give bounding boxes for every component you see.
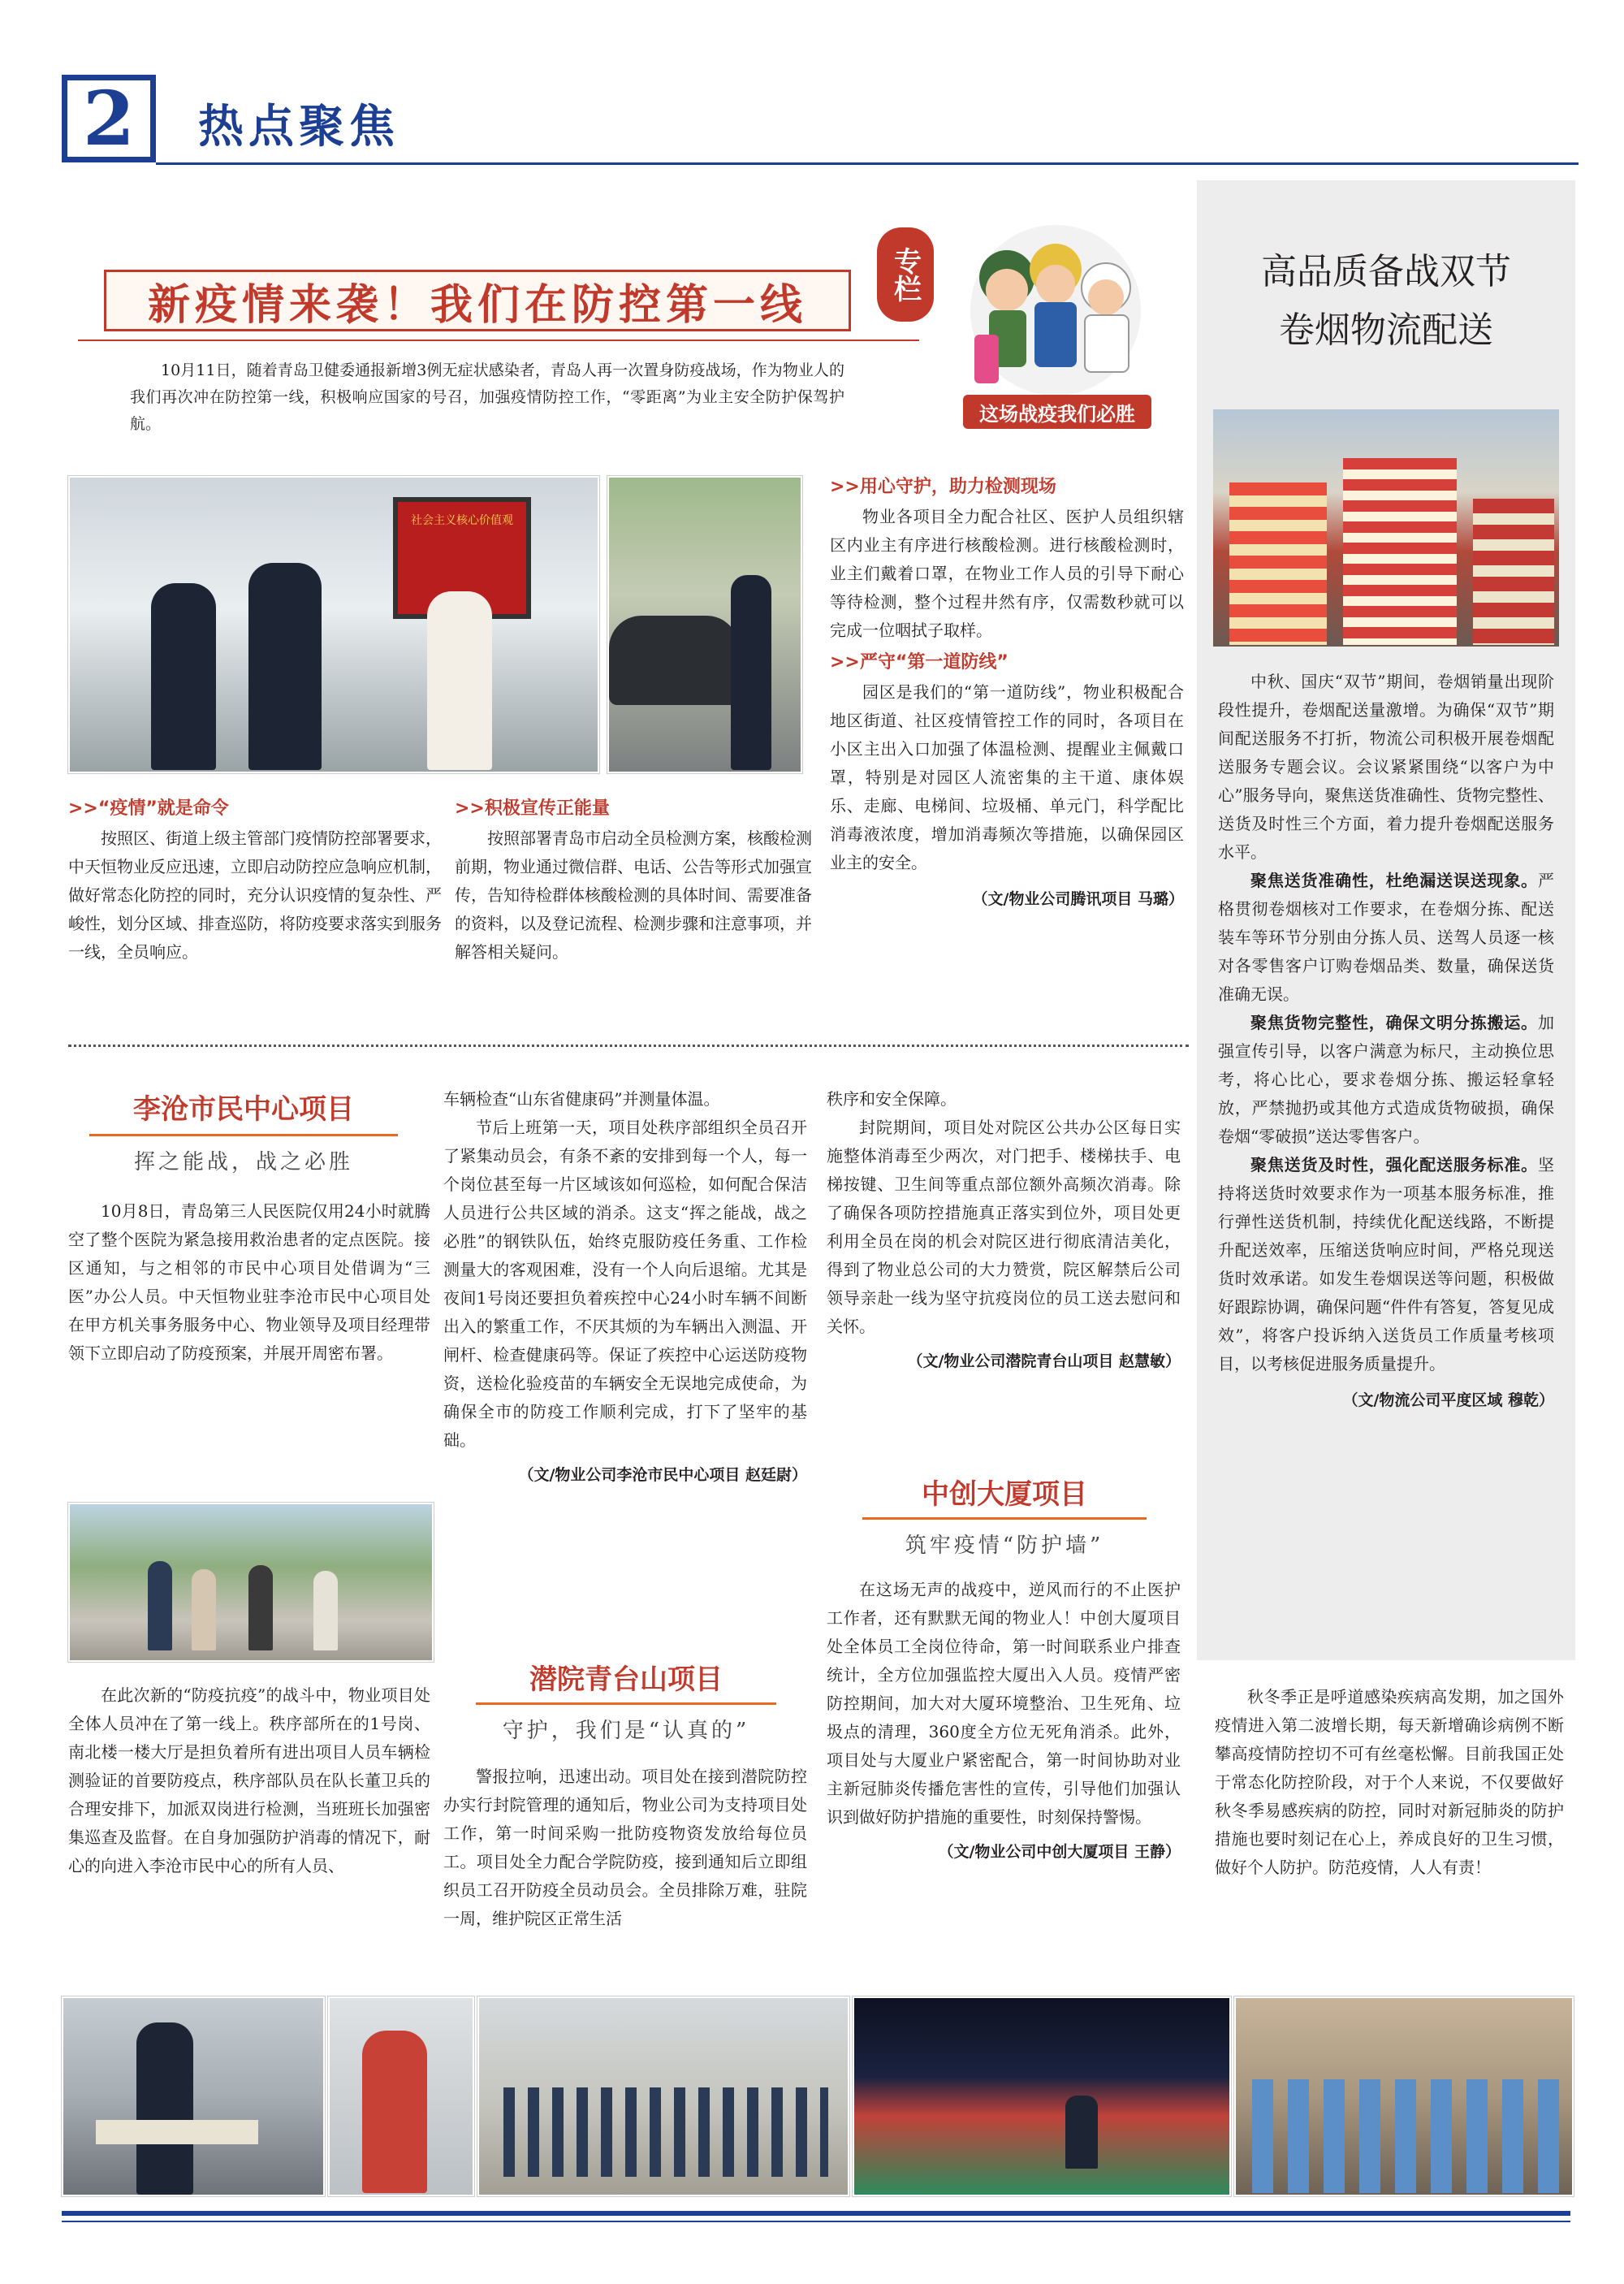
section-paragraph: 园区是我们的“第一道防线”，物业积极配合地区街道、社区疫情管控工作的同时，各项目在小区主出入口加强了体温检测、提醒业主佩戴口罩，特别是对园区人流密集的主干道、康体娱乐、走廊、电梯间、垃圾桶、单元门，科学配比消毒液浓度，增加消毒频次等措施，以确保园区业主的安全。 [830, 682, 1184, 872]
visitor-figure [427, 591, 492, 770]
cartoon-banner-text: 这场战疫我们必胜 [979, 402, 1135, 426]
section-heading: >>“疫情”就是命令 [68, 798, 229, 819]
zhongchuang-title: 中创大厦项目 [922, 1478, 1087, 1511]
zhongchuang-body [827, 1576, 1181, 1867]
strip-staff [1252, 2079, 1561, 2193]
licang-body-3 [443, 1085, 807, 1490]
main-headline: 新疫情来袭！我们在防控第一线 [147, 279, 807, 330]
main-headline-box [104, 270, 851, 331]
team-figure-2 [192, 1569, 216, 1650]
qingtai-title: 潜院青台山项目 [529, 1663, 723, 1696]
sidebar-byline: （文/物流公司平度区域 穆乾） [1342, 1391, 1554, 1409]
licang-p3: 车辆检查“山东省健康码”并测量体温。 [443, 1089, 720, 1109]
page-number-box [62, 75, 156, 162]
section-paragraph: 按照部署青岛市启动全员检测方案，核酸检测前期，物业通过微信群、电话、公告等形式加强宣传，告知待检群体核酸检测的具体时间、需要准备的资料，以及登记流程、检测步骤和注意事项，并解答相关疑问。 [455, 828, 812, 962]
qingtai-byline: （文/物业公司潜院青台山项目 赵慧敏） [907, 1352, 1181, 1370]
zhongchuang-subtitle: 筑牢疫情“防护墙” [905, 1533, 1104, 1558]
sidebar-point2-lead: 聚焦货物完整性，确保文明分拣搬运。 [1250, 1013, 1538, 1032]
licang-title: 李沧市民中心项目 [133, 1093, 354, 1126]
strip-line [503, 2087, 828, 2177]
lobby-screen-text: 社会主义核心价值观 [411, 514, 513, 527]
section-publicity [455, 794, 812, 967]
sidebar-point1-lead: 聚焦送货准确性，杜绝漏送误送现象。 [1250, 871, 1538, 890]
zhongchuang-byline: （文/物业公司中创大厦项目 王静） [938, 1843, 1181, 1861]
qingtai-body-2 [827, 1085, 1181, 1376]
licang-p4: 节后上班第一天，项目处秩序部组织全员召开了紧集动员会，有条不紊的安排到每一个人，每一个岗位甚至每一片区域该如何巡检，如何配合保洁人员进行公共区域的消杀。这支“挥之能战，战之必胜”的钢铁队伍，始终克服防疫任务重、工作检测量大的客观困难，没有一个人向后退缩。尤其是夜间1号岗还要担负着疾控中心24小时车辆不间断出入的繁重工作，不厌其烦的为车辆出入测温、开闸杆、检查健康码等。保证了疾控中心运送防疫物资，送检化验疫苗的车辆安全无误地完成使命，为确保全市的防疫工作顺利完成，打下了坚牢的基础。 [443, 1118, 807, 1450]
photo-strip-lineup [477, 1996, 849, 2196]
licang-p2: 在此次新的“防疫抗疫”的战斗中，物业项目处全体人员冲在了第一线上。秩序部所在的1号岗、南北楼一楼大厅是担负着所有进出项目人员车辆检测验证的首要防疫点，秩序部队员在队长董卫兵的合理安排下，加派双岗进行检测，当班班长加强密集巡查及监督。在自身加强防护消毒的情况下，耐心的向进入李沧市民中心的所有人员、 [68, 1685, 430, 1875]
car-shape [609, 616, 739, 705]
strip-table [96, 2120, 258, 2144]
sidebar-title-2: 卷烟物流配送 [1279, 309, 1493, 351]
footer-rule-thick [62, 2211, 1570, 2216]
section-testing-site [830, 473, 1184, 909]
qingtai-subtitle: 守护，我们是“认真的” [502, 1719, 750, 1743]
strip-figure-1 [136, 2022, 193, 2195]
section-heading: >>积极宣传正能量 [455, 798, 610, 819]
column-badge-text: 专栏 [888, 247, 922, 302]
qingtai-title-line [476, 1702, 776, 1705]
sidebar-intro: 中秋、国庆“双节”期间，卷烟销量出现阶段性提升，卷烟配送量激增。为确保“双节”期间配送服务不打折，物流公司积极开展卷烟配送服务专题会议。会议紧紧围绕“以客户为中心”服务导向，聚焦送货准确性、货物完整性、送货及时性三个方面，着力提升卷烟配送服务水平。 [1218, 672, 1554, 862]
team-figure-4 [313, 1571, 338, 1650]
qingtai-p1: 警报拉响，迅速出动。项目处在接到潜院防控办实行封院管理的通知后，物业公司为支持项目处工作，第一时间采购一批防疫物资发放给每位员工。项目处全力配合学院防疫，接到通知后立即组织员工召开防疫全员动员会。全员排除万难，驻院一周，维护院区正常生活 [443, 1767, 807, 1928]
column-badge [877, 227, 934, 322]
strip-cleaner [362, 2031, 427, 2193]
section-heading: >>用心守护，助力检测现场 [830, 477, 1056, 497]
zhongchuang-p1: 在这场无声的战疫中，逆风而行的不止医护工作者，还有默默无闻的物业人！中创大厦项目处全体员工全岗位待命，第一时间联系业户排查统计，全方位加强监控大厦出入人员。疫情严密防控期间，加大对大厦环境整治、卫生死角、垃圾点的清理，360度全方位无死角消杀。此外，项目处与大厦业户紧密配合，第一时间协助对业主新冠肺炎传播危害性的宣传，引导他们加强认识到做好防护措施的重要性，时刻保持警惕。 [827, 1580, 1181, 1827]
sidebar-photo-cargo [1213, 409, 1559, 647]
section-paragraph: 物业各项目全力配合社区、医护人员组织辖区内业主有序进行核酸检测。进行核酸检测时，业主们戴着口罩，在物业工作人员的引导下耐心等待检测，整个过程井然有序，仅需数秒就可以完成一位咽拭子取样。 [830, 507, 1184, 640]
page-number: 2 [82, 75, 135, 162]
photo-licang-team [68, 1503, 434, 1662]
footer-rule-thin [62, 2221, 1570, 2222]
section-epidemic-order [68, 794, 442, 967]
licang-body-2 [68, 1681, 430, 1880]
byline: （文/物业公司腾讯项目 马璐） [972, 890, 1184, 908]
closing-text [1215, 1683, 1564, 1882]
sidebar-title-1: 高品质备战双节 [1261, 251, 1511, 292]
lead-text [130, 357, 844, 438]
team-figure-1 [148, 1561, 172, 1650]
cartoon-banner [963, 395, 1151, 429]
guard-figure-3 [731, 575, 771, 770]
photo-security-lobby [68, 476, 599, 773]
licang-byline: （文/物业公司李沧市民中心项目 赵廷尉） [518, 1466, 807, 1484]
cargo-stack-2 [1343, 458, 1457, 645]
sidebar-point3-lead: 聚焦送货及时性，强化配送服务标准。 [1250, 1155, 1538, 1174]
photo-strip-mall-staff [1234, 1996, 1574, 2196]
cargo-stack-3 [1473, 499, 1554, 645]
closing-paragraph: 秋冬季正是呼道感染疾病高发期，加之国外疫情进入第二波增长期，每天新增确诊病例不断攀高疫情防控切不可有丝毫松懈。目前我国正处于常态化防控阶段，对于个人来说，不仅要做好秋冬季易感疾病的防控，同时对新冠肺炎的防护措施也要时刻记在心上，养成良好的卫生习惯，做好个人防护。防范疫情，人人有责！ [1215, 1687, 1564, 1877]
qingtai-p3: 封院期间，项目处对院区公共办公区每日实施整体消毒至少两次，对门把手、楼梯扶手、电梯按键、卫生间等重点部位额外高频次消毒。除了确保各项防控措施真正落实到位外，项目处更利用全员在岗的机会对院区进行彻底清洁美化，得到了物业总公司的大力赞赏，院区解禁后公司领导亲赴一线为坚守抗疫岗位的员工送去慰问和关怀。 [827, 1118, 1181, 1336]
sidebar-point1-text: 严格贯彻卷烟核对工作要求，在卷烟分拣、配送装车等环节分别由分拣人员、送驾人员逐一核对各零售客户订购卷烟品类、数量，确保送货准确无误。 [1218, 871, 1554, 1004]
sidebar-point3-text: 坚持将送货时效要求作为一项基本服务标准，推行弹性送货机制，持续优化配送线路，不断提升配送效率，压缩送货响应时间，严格兑现送货时效承诺。如发生卷烟误送等问题，积极做好跟踪协调，确保问题“件件有答复，答复见成效”，将客户投诉纳入送货员工作质量考核项目，以考核促进服务质量提升。 [1218, 1155, 1554, 1373]
guard-figure-1 [151, 583, 216, 770]
zhongchuang-title-line [862, 1517, 1147, 1520]
dotted-divider [68, 1045, 1189, 1047]
qingtai-body-1 [443, 1763, 807, 1933]
photo-strip-registration [62, 1996, 325, 2196]
headline-underline [78, 340, 919, 341]
licang-p1: 10月8日，青岛第三人民医院仅用24小时就腾空了整个医院为紧急接用救治患者的定点医院。接区通知，与之相邻的市民中心项目处借调为“三医”办公人员。中天恒物业驻李沧市民中心项目处在甲方机关事务服务中心、物业领导及项目经理带领下立即启动了防疫预案，并展开周密布署。 [68, 1201, 430, 1363]
team-figure-3 [248, 1565, 273, 1650]
section-heading: >>严守“第一道防线” [830, 652, 1009, 673]
licang-body-1 [68, 1197, 430, 1368]
header-rule [156, 162, 1579, 165]
sidebar-body [1218, 668, 1554, 1415]
section-title: 热点聚焦 [198, 101, 400, 154]
photo-strip-night-court [853, 1996, 1231, 2196]
licang-title-line [89, 1134, 398, 1136]
cargo-stack-1 [1229, 482, 1327, 645]
guard-figure-2 [248, 563, 322, 770]
qingtai-p2: 秩序和安全保障。 [827, 1089, 957, 1109]
section-paragraph: 按照区、街道上级主管部门疫情防控部署要求，中天恒物业反应迅速，立即启动防控应急响应机制，做好常态化防控的同时，充分认识疫情的复杂性、严峻性，划分区域、排查巡防，将防疫要求落实到服务一线，全员响应。 [68, 828, 442, 962]
lead-paragraph: 10月11日，随着青岛卫健委通报新增3例无症状感染者，青岛人再一次置身防疫战场，作为物业人的我们再次冲在防控第一线，积极响应国家的号召，加强疫情防控工作，“零距离”为业主安全防护保驾护航。 [130, 361, 844, 433]
sidebar-point2-text: 加强宣传引导，以客户满意为标尺，主动换位思考，将心比心，要求卷烟分拣、搬运轻拿轻放，严禁抛扔或其他方式造成货物破损，确保卷烟“零破损”送达零售客户。 [1218, 1013, 1554, 1146]
photo-strip-disinfect [328, 1996, 474, 2196]
strip-worker [1065, 2096, 1098, 2169]
licang-subtitle: 挥之能战，战之必胜 [133, 1150, 353, 1174]
photo-vehicle-check [607, 476, 802, 773]
sidebar-panel [1197, 180, 1575, 1660]
